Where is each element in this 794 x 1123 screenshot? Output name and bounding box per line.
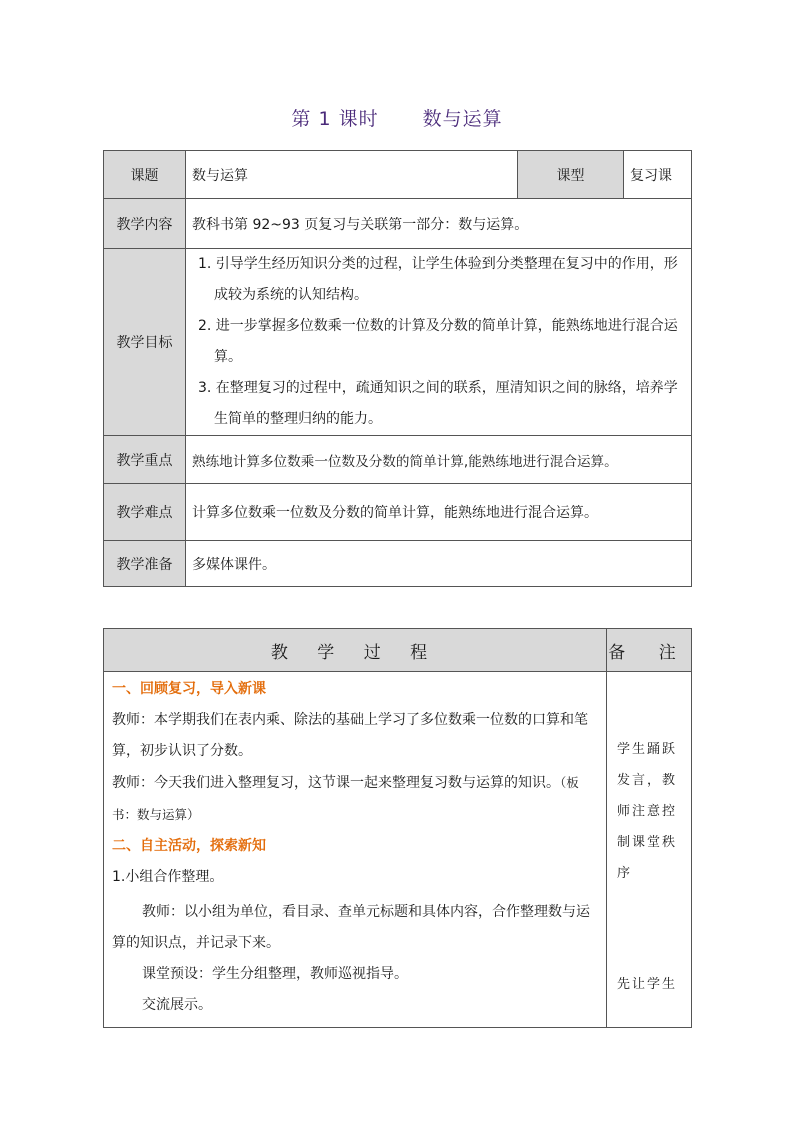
objectives-label: 教学目标 — [104, 249, 186, 436]
key-points-value: 熟练地计算多位数乘一位数及分数的简单计算,能熟练地进行混合运算。 — [186, 436, 692, 484]
type-label: 课型 — [518, 151, 624, 199]
content-value: 教科书第 92~93 页复习与关联第一部分：数与运算。 — [186, 199, 692, 249]
objective-item: 1. 引导学生经历知识分类的过程，让学生体验到分类整理在复习中的作用，形成较为系统的认知结构。 — [198, 256, 678, 303]
paragraph: 课堂预设：学生分组整理，教师巡视指导。 — [142, 966, 408, 982]
board-note: （板书：数与运算） — [112, 775, 579, 822]
page-title — [0, 104, 794, 131]
section-heading: 一、回顾复习，导入新课 — [112, 681, 266, 697]
content-label: 教学内容 — [104, 199, 186, 249]
paragraph-text: 教师：今天我们进入整理复习，这节课一起来整理复习数与运算的知识。 — [112, 775, 560, 791]
note-text: 学生踊跃发言，教师注意控制课堂秩序 — [617, 742, 678, 881]
paragraph — [112, 767, 600, 831]
lesson-number: 第 1 课时 — [291, 108, 379, 130]
process-body — [104, 672, 607, 1028]
process-header: 教 学 过 程 — [104, 629, 607, 672]
topic-label: 课题 — [104, 151, 186, 199]
type-value: 复习课 — [624, 151, 692, 199]
section-heading: 二、自主活动，探索新知 — [112, 838, 266, 854]
difficulty-value: 计算多位数乘一位数及分数的简单计算，能熟练地进行混合运算。 — [186, 484, 692, 541]
notes-column — [607, 672, 692, 1028]
difficulty-label: 教学难点 — [104, 484, 186, 541]
paragraph: 教师：本学期我们在表内乘、除法的基础上学习了多位数乘一位数的口算和笔算，初步认识了分数。 — [112, 712, 588, 759]
topic-value: 数与运算 — [186, 151, 518, 199]
lesson-topic: 数与运算 — [422, 108, 503, 130]
paragraph: 交流展示。 — [142, 997, 212, 1013]
preparation-value: 多媒体课件。 — [186, 541, 692, 587]
lesson-info-table — [103, 150, 692, 587]
step-item: 1.小组合作整理。 — [112, 869, 224, 885]
teaching-process-table — [103, 628, 692, 1028]
key-points-label: 教学重点 — [104, 436, 186, 484]
objectives-list — [186, 249, 692, 436]
objective-item: 3. 在整理复习的过程中，疏通知识之间的联系，厘清知识之间的脉络，培养学生简单的整理归纳的能力。 — [198, 380, 678, 427]
paragraph: 教师：以小组为单位，看目录、查单元标题和具体内容，合作整理数与运算的知识点，并记录下来。 — [112, 904, 590, 951]
objective-item: 2. 进一步掌握多位数乘一位数的计算及分数的简单计算，能熟练地进行混合运算。 — [198, 318, 678, 365]
preparation-label: 教学准备 — [104, 541, 186, 587]
note-text: 先让学生 — [617, 977, 678, 992]
notes-header: 备 注 — [607, 629, 692, 672]
